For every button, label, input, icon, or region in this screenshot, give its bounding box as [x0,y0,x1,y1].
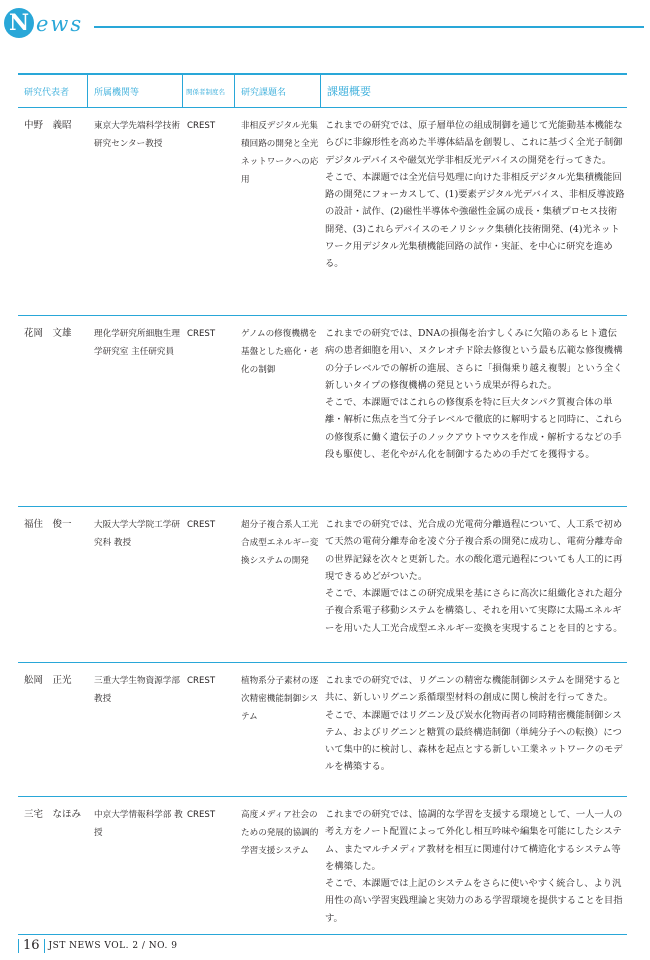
institution: 東京大学先端科学技術研究センター教授 [94,121,180,149]
news-logo-text: ews [36,12,84,36]
summary-paragraph: これまでの研究では、原子層単位の組成制御を通じて光能動基本機能ならびに非線形性を高めた半導体結晶を創製し、これに基づく全光子制御デジタルデバイスや磁気光学非相反光デバイスの開発を行ってきた。 [325,120,623,166]
table-row [18,797,627,935]
researcher-name: 花岡 文雄 [24,328,72,339]
research-theme: 高度メディア社会のための発展的協調的学習支援システム [241,810,319,856]
summary-paragraph: そこで、本課題ではこれらの修復系を特に巨大タンパク質複合体の単離・解析に焦点を当て分子レベルで徹底的に解明すると同時に、これらの修復系に働く遺伝子のノックアウトマウスを作成・解析するなどの手段も駆使し、老化やがん化を制御するための手だてを獲得する。 [325,397,623,461]
summary-paragraph: これまでの研究では、協調的な学習を支援する環境として、一人一人の考え方をノート配置によって外化し相互吟味や編集を可能にしたシステム、またマルチメディア教材を相互に関連付けて構造化するシステム等を構築した。 [325,809,623,872]
table-row [18,507,627,663]
page-footer [18,938,177,953]
header-institution: 所属機関等 [88,75,183,107]
news-header [0,0,650,50]
program-type: CREST [187,121,216,131]
summary [321,507,627,662]
researcher-name: 舩岡 正光 [24,675,72,686]
summary [321,797,627,934]
table-row [18,316,627,507]
footer-bar [44,939,45,953]
program-type: CREST [187,520,216,530]
researcher-name: 福住 俊一 [24,519,72,530]
researcher-name: 三宅 なほみ [24,809,82,820]
research-theme: 植物系分子素材の逐次精密機能制御システム [241,676,319,722]
news-logo-circle: N [4,8,34,38]
page-number: 16 [23,938,40,953]
institution: 大阪大学大学院工学研究科 教授 [94,520,180,548]
researcher-name: 中野 義昭 [24,120,72,131]
header-rule [94,26,644,28]
table-header-row [18,75,627,108]
summary-paragraph: これまでの研究では、DNAの損傷を治すしくみに欠陥のあるヒト遺伝病の患者細胞を用い、ヌクレオチド除去修復という最も広範な修復機構の分子レベルでの解析の進展、さらに「損傷乗り越え複製」という全く新しいタイプの修復機構の発見という成果が得られた。 [325,328,623,391]
research-table [18,73,627,935]
research-theme: ゲノムの修復機構を基盤とした癌化・老化の制御 [241,329,319,375]
institution: 理化学研究所細胞生理学研究室 主任研究員 [94,329,180,357]
summary-paragraph: そこで、本課題ではこの研究成果を基にさらに高次に組織化された超分子複合系電子移動システムを構築し、それを用いて実際に太陽エネルギーを用いた人工光合成型エネルギー変換を実現することを目的とする。 [325,588,623,634]
header-summary: 課題概要 [327,85,371,98]
table-row [18,108,627,316]
summary-paragraph: これまでの研究では、光合成の光電荷分離過程について、人工系で初めて天然の電荷分離寿命を凌ぐ分子複合系の開発に成功し、電荷分離寿命の世界記録を次々と更新した。水の酸化還元過程についても人工的に再現できるめどがついた。 [325,519,623,582]
magazine-issue: JST NEWS VOL. 2 / NO. 9 [48,940,178,951]
header-researcher: 研究代表者 [18,75,88,107]
program-type: CREST [187,810,216,820]
summary [321,316,627,506]
header-theme: 研究課題名 [235,75,321,107]
institution: 三重大学生物資源学部 教授 [94,676,180,704]
research-theme: 非相反デジタル光集積回路の開発と全光ネットワークへの応用 [241,121,319,185]
header-type: 関係者制度名 [183,75,235,107]
summary [321,663,627,796]
footer-bar [18,939,19,953]
program-type: CREST [187,676,216,686]
institution: 中京大学情報科学部 教授 [94,810,183,838]
research-theme: 超分子複合系人工光合成型エネルギー変換システムの開発 [241,520,319,566]
summary-paragraph: そこで、本課題では上記のシステムをさらに使いやすく統合し、より汎用性の高い学習実践理論と実効力のある学習環境を提供することを目指す。 [325,878,623,924]
summary [321,108,627,315]
summary-paragraph: これまでの研究では、リグニンの精密な機能制御システムを開発すると共に、新しいリグニン系循環型材料の創成に関し検討を行ってきた。 [325,675,622,704]
table-row [18,663,627,797]
program-type: CREST [187,329,216,339]
summary-paragraph: そこで、本課題ではリグニン及び炭水化物両者の同時精密機能制御システム、およびリグニンと糖質の最終構造制御（単純分子への転換）について集中的に検討し、森林を起点とする新しい工業ネットワークのモデルを構築する。 [325,709,623,773]
summary-paragraph: そこで、本課題では全光信号処理に向けた非相反デジタル光集積機能回路の開発にフォーカスして、(1)要素デジタル光デバイス、非相反導波路の設計・試作、(2)磁性半導体や強磁性金属の成長・集積プロセス技術開発、(3)これらデバイスのモノリシック集積化技術開発、(4)光ネットワーク用デジタル光集積機能回路の試作・実証、を中心に研究を進める。 [325,171,625,270]
